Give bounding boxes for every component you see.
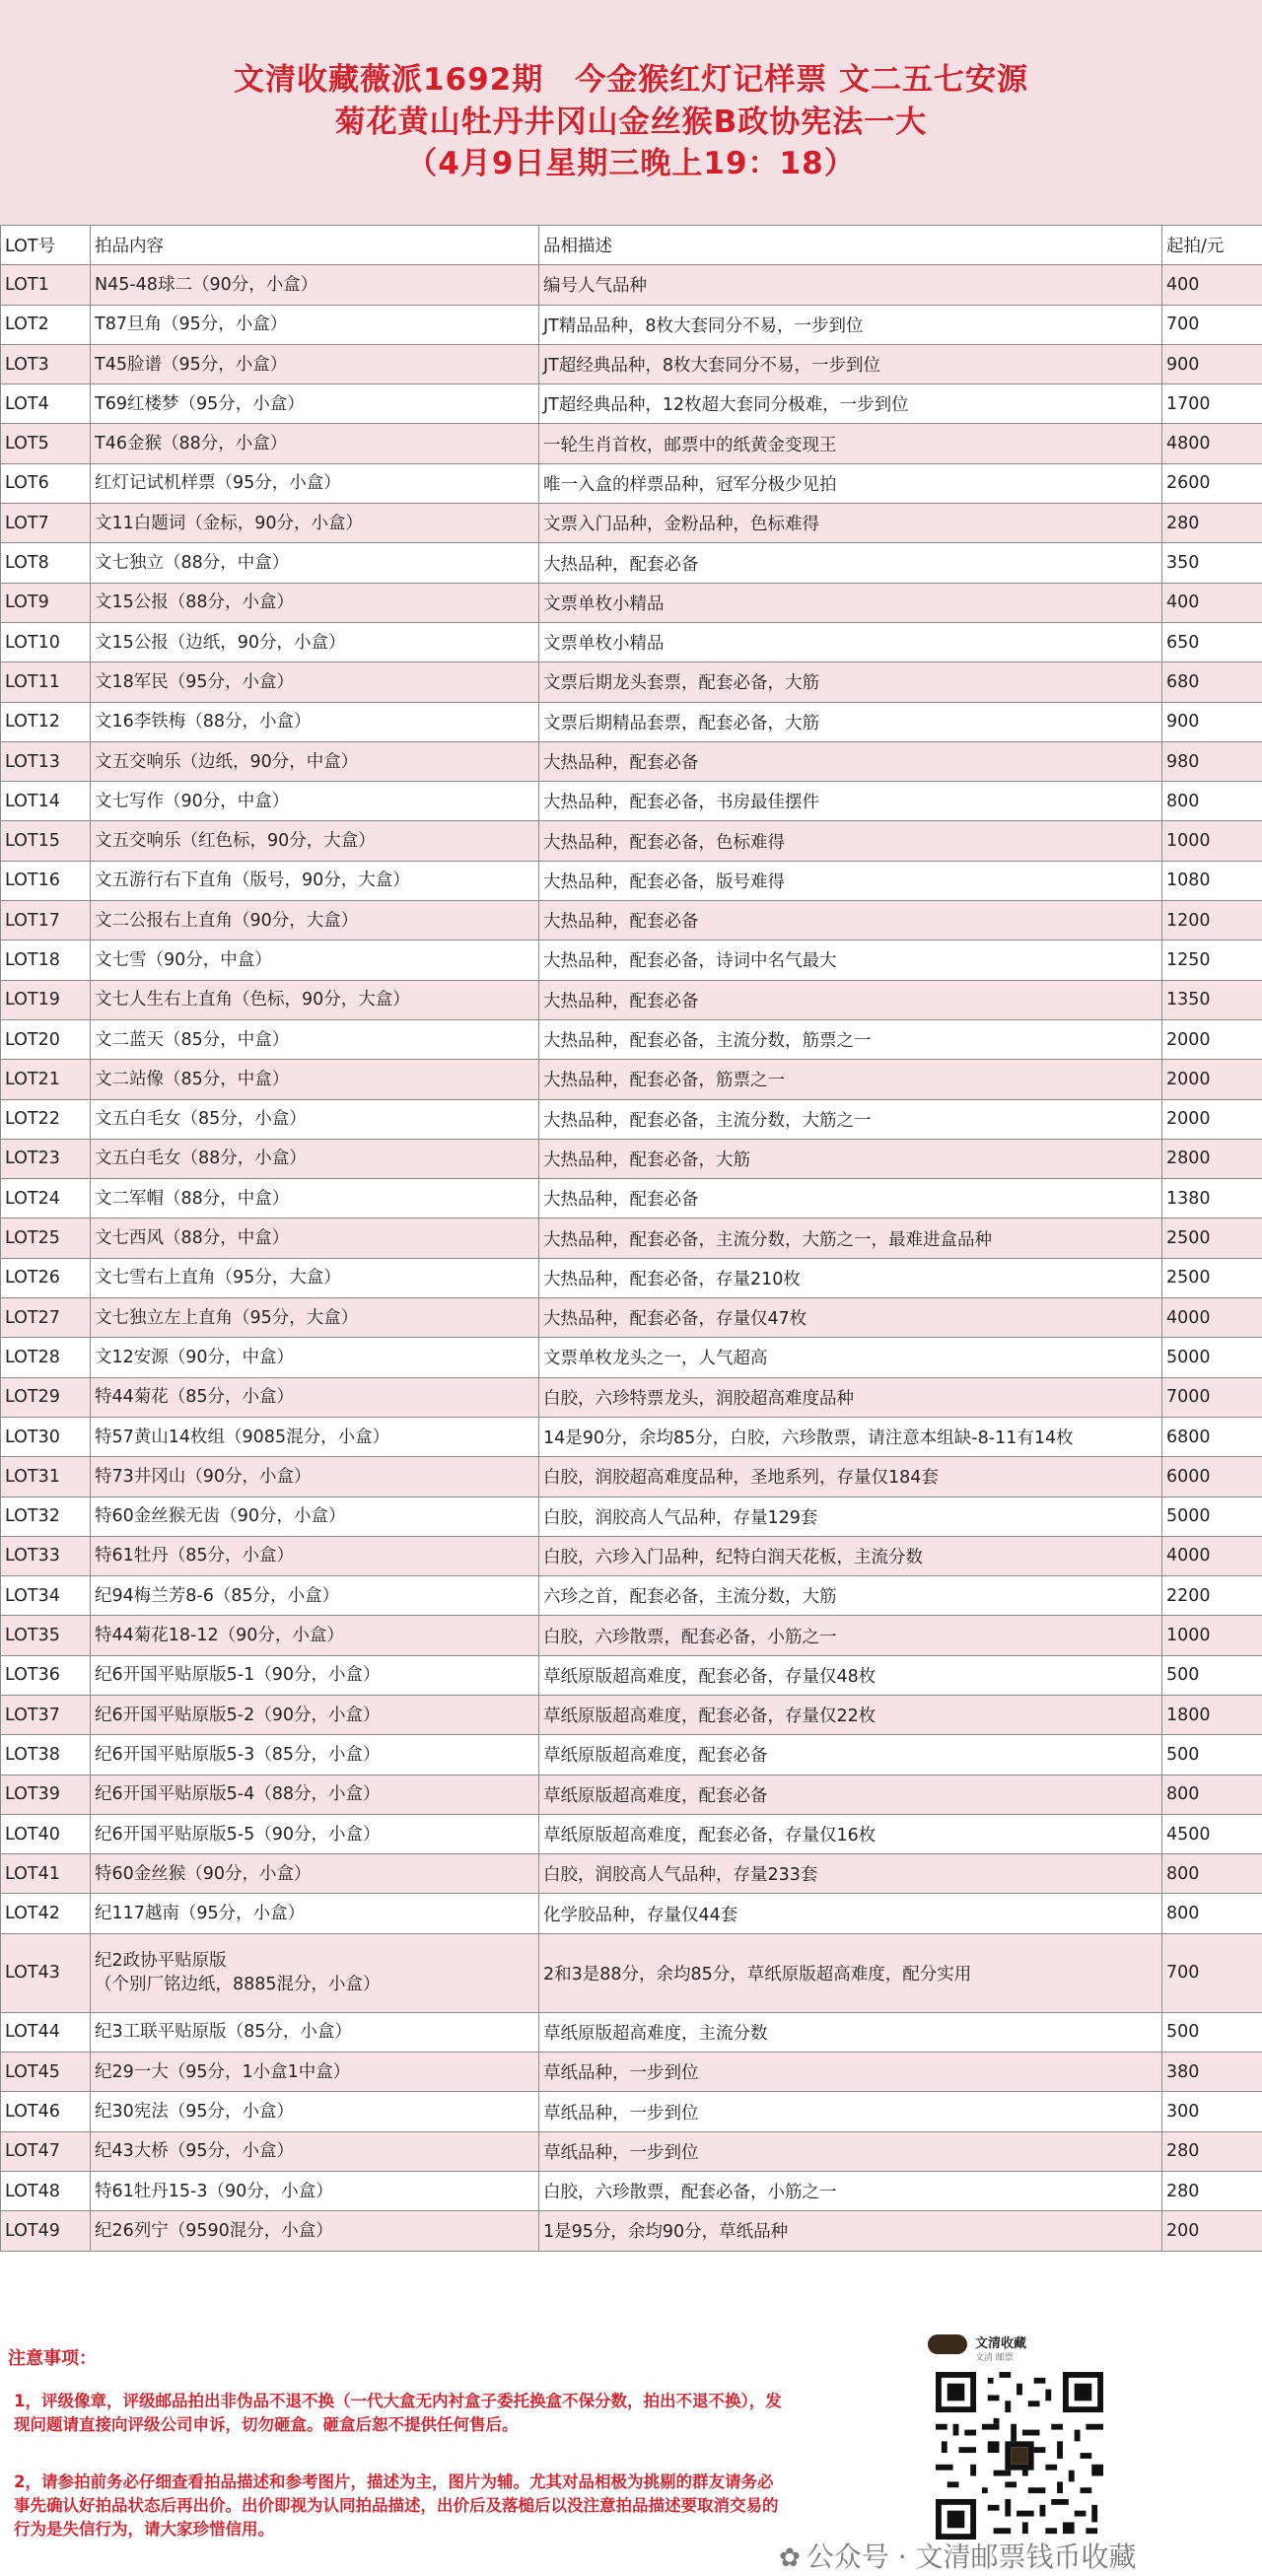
lot-start-price: 500 [1162, 1655, 1262, 1695]
lot-start-price: 1000 [1162, 1616, 1262, 1655]
lot-item: 纪43大桥（95分，小盒） [91, 2131, 539, 2171]
lot-number: LOT18 [1, 940, 91, 980]
lot-number: LOT24 [1, 1179, 91, 1218]
lot-item: T45脸谱（95分，小盒） [91, 344, 539, 383]
lot-condition: 大热品种，配套必备 [539, 980, 1162, 1019]
lot-start-price: 680 [1162, 662, 1262, 702]
table-row [1, 1258, 1262, 1297]
lot-item: 文五白毛女（85分，小盒） [91, 1099, 539, 1139]
lot-start-price: 4500 [1162, 1814, 1262, 1853]
lot-number: LOT30 [1, 1417, 91, 1456]
lot-start-price: 350 [1162, 543, 1262, 583]
lot-start-price: 700 [1162, 305, 1262, 344]
lot-start-price: 900 [1162, 344, 1262, 383]
lot-number: LOT4 [1, 384, 91, 424]
lot-condition: JT超经典品种，12枚超大套同分极难，一步到位 [539, 384, 1162, 424]
lot-start-price: 300 [1162, 2092, 1262, 2131]
lot-item: 纪30宪法（95分，小盒） [91, 2092, 539, 2131]
lot-number: LOT22 [1, 1099, 91, 1139]
lot-condition: 文票后期精品套票，配套必备，大筋 [539, 702, 1162, 741]
lot-item: 特61牡丹（85分，小盒） [91, 1536, 539, 1575]
lot-start-price: 900 [1162, 702, 1262, 741]
table-row [1, 622, 1262, 661]
lot-item: 文15公报（边纸，90分，小盒） [91, 622, 539, 661]
lot-item: 纪6开国平贴原版5-4（88分，小盒） [91, 1775, 539, 1814]
lot-condition: 14是90分，余均85分，白胶，六珍散票，请注意本组缺-8-11有14枚 [539, 1417, 1162, 1456]
lot-item: 纪6开国平贴原版5-1（90分，小盒） [91, 1655, 539, 1695]
lot-start-price: 280 [1162, 2171, 1262, 2210]
lot-condition: 大热品种，配套必备，存量210枚 [539, 1258, 1162, 1297]
lot-condition: 草纸品种，一步到位 [539, 2053, 1162, 2092]
lot-start-price: 4800 [1162, 424, 1262, 463]
lot-number: LOT41 [1, 1854, 91, 1894]
lot-start-price: 6000 [1162, 1457, 1262, 1497]
table-row [1, 2092, 1262, 2131]
table-row [1, 980, 1262, 1019]
lot-start-price: 980 [1162, 741, 1262, 781]
lot-item: 特73井冈山（90分，小盒） [91, 1457, 539, 1497]
table-row [1, 741, 1262, 781]
lot-item: 文二蓝天（85分，中盒） [91, 1019, 539, 1059]
lot-start-price: 1250 [1162, 940, 1262, 980]
lot-start-price: 800 [1162, 1854, 1262, 1894]
lot-number: LOT6 [1, 463, 91, 503]
lot-condition: 大热品种，配套必备 [539, 741, 1162, 781]
header-banner [0, 0, 1262, 226]
table-row [1, 2131, 1262, 2171]
lot-number: LOT28 [1, 1338, 91, 1377]
table-row [1, 463, 1262, 503]
lot-number: LOT39 [1, 1775, 91, 1814]
table-row [1, 1019, 1262, 1059]
lot-start-price: 1080 [1162, 861, 1262, 900]
table-row [1, 1933, 1262, 2012]
column-header-condition: 品相描述 [539, 226, 1162, 265]
lot-item: 特44菊花（85分，小盒） [91, 1377, 539, 1417]
lot-start-price: 2500 [1162, 1218, 1262, 1258]
lot-start-price: 1200 [1162, 901, 1262, 940]
lot-condition: JT精品品种，8枚大套同分不易，一步到位 [539, 305, 1162, 344]
lot-number: LOT29 [1, 1377, 91, 1417]
lot-start-price: 5000 [1162, 1338, 1262, 1377]
lot-item: 特60金丝猴（90分，小盒） [91, 1854, 539, 1894]
table-row [1, 1218, 1262, 1258]
note-paragraph-2: 2，请参拍前务必仔细查看拍品描述和参考图片，描述为主，图片为辅。尤其对品相极为挑剔的群友请务必事先确认好拍品状态后再出价。出价即视为认同拍品描述，出价后及落槌后以没注意拍品描述要取消交易的行为是失信行为，请大家珍惜信用。 [14, 2472, 779, 2539]
lot-condition: 大热品种，配套必备，筋票之一 [539, 1060, 1162, 1099]
table-row [1, 702, 1262, 741]
table-row [1, 1814, 1262, 1853]
table-row [1, 265, 1262, 305]
lot-number: LOT19 [1, 980, 91, 1019]
table-row [1, 583, 1262, 622]
lot-item: 文12安源（90分，中盒） [91, 1338, 539, 1377]
table-row [1, 1695, 1262, 1734]
table-row [1, 305, 1262, 344]
lot-condition: 草纸原版超高难度，配套必备，存量仅16枚 [539, 1814, 1162, 1853]
lot-item: 纪94梅兰芳8-6（85分，小盒） [91, 1576, 539, 1616]
lot-item: 纪3工联平贴原版（85分，小盒） [91, 2012, 539, 2052]
table-row [1, 1497, 1262, 1536]
table-row [1, 1616, 1262, 1655]
lot-condition: 编号人气品种 [539, 265, 1162, 305]
lot-item: 文五白毛女（88分，小盒） [91, 1139, 539, 1178]
lot-start-price: 1380 [1162, 1179, 1262, 1218]
lot-item: 纪29一大（95分，1小盒1中盒） [91, 2053, 539, 2092]
lot-item: 文五交响乐（边纸，90分，中盒） [91, 741, 539, 781]
lot-item: 文七人生右上直角（色标，90分，大盒） [91, 980, 539, 1019]
lot-condition: 大热品种，配套必备，书房最佳摆件 [539, 782, 1162, 821]
table-row [1, 344, 1262, 383]
table-row [1, 543, 1262, 583]
lot-start-price: 1800 [1162, 1695, 1262, 1734]
lot-start-price: 500 [1162, 1735, 1262, 1775]
lot-number: LOT11 [1, 662, 91, 702]
watermark [779, 2536, 1137, 2575]
lot-number: LOT38 [1, 1735, 91, 1775]
lot-start-price: 5000 [1162, 1497, 1262, 1536]
table-row [1, 662, 1262, 702]
lot-condition: 大热品种，配套必备，诗词中名气最大 [539, 940, 1162, 980]
lot-condition: 白胶，润胶超高难度品种，圣地系列，存量仅184套 [539, 1457, 1162, 1497]
lot-item: 纪6开国平贴原版5-3（85分，小盒） [91, 1735, 539, 1775]
lot-condition: 大热品种，配套必备，大筋 [539, 1139, 1162, 1178]
table-row [1, 504, 1262, 543]
lot-number: LOT9 [1, 583, 91, 622]
table-row [1, 1457, 1262, 1497]
notes-title: 注意事项： [8, 2348, 97, 2369]
lot-condition: 白胶，六珍特票龙头，润胶超高难度品种 [539, 1377, 1162, 1417]
note-paragraph-1: 1，评级像章，评级邮品拍出非伪品不退不换（一代大盒无内衬盒子委托换盒不保分数，拍出不退不换），发现问题请直接向评级公司申诉，切勿砸盒。砸盒后恕不提供任何售后。 [14, 2392, 782, 2434]
lot-condition: 1是95分，余均90分，草纸品种 [539, 2211, 1162, 2251]
table-row [1, 1060, 1262, 1099]
lot-item: 文11白题词（金标，90分，小盒） [91, 504, 539, 543]
lot-condition: JT超经典品种，8枚大套同分不易，一步到位 [539, 344, 1162, 383]
lot-condition: 文票后期龙头套票，配套必备，大筋 [539, 662, 1162, 702]
lot-start-price: 380 [1162, 2053, 1262, 2092]
lot-item: T46金猴（88分，小盒） [91, 424, 539, 463]
lot-number: LOT40 [1, 1814, 91, 1853]
table-row [1, 1655, 1262, 1695]
lot-condition: 文票单枚小精品 [539, 583, 1162, 622]
qr-code-icon [936, 2372, 1103, 2540]
lot-item: 特61牡丹15-3（90分，小盒） [91, 2171, 539, 2210]
lot-item: 纪6开国平贴原版5-2（90分，小盒） [91, 1695, 539, 1734]
lot-item: 文七西风（88分，中盒） [91, 1218, 539, 1258]
wechat-icon: ✿ [779, 2543, 801, 2573]
lot-condition: 草纸品种，一步到位 [539, 2131, 1162, 2171]
lot-number: LOT3 [1, 344, 91, 383]
column-header-price: 起拍/元 [1162, 226, 1262, 265]
lot-condition: 白胶，润胶高人气品种，存量129套 [539, 1497, 1162, 1536]
title-line-1: 文清收藏薇派1692期 今金猴红灯记样票 文二五七安源 [233, 62, 1029, 98]
lot-number: LOT7 [1, 504, 91, 543]
lot-number: LOT2 [1, 305, 91, 344]
brand-name: 文清收藏 [975, 2336, 1027, 2351]
table-row [1, 1179, 1262, 1218]
lot-start-price: 4000 [1162, 1536, 1262, 1575]
lot-start-price: 2000 [1162, 1019, 1262, 1059]
lot-number: LOT48 [1, 2171, 91, 2210]
lot-item: 特57黄山14枚组（9085混分，小盒） [91, 1417, 539, 1456]
table-row [1, 1735, 1262, 1775]
lot-number: LOT17 [1, 901, 91, 940]
table-row [1, 1894, 1262, 1933]
lot-item: 文七雪（90分，中盒） [91, 940, 539, 980]
lot-start-price: 2800 [1162, 1139, 1262, 1178]
lot-start-price: 2500 [1162, 1258, 1262, 1297]
lot-condition: 一轮生肖首枚，邮票中的纸黄金变现王 [539, 424, 1162, 463]
lot-number: LOT44 [1, 2012, 91, 2052]
lot-item: 特60金丝猴无齿（90分，小盒） [91, 1497, 539, 1536]
lot-number: LOT31 [1, 1457, 91, 1497]
lot-item: 纪26列宁（9590混分，小盒） [91, 2211, 539, 2251]
lot-number: LOT13 [1, 741, 91, 781]
lot-number: LOT12 [1, 702, 91, 741]
table-row [1, 901, 1262, 940]
lot-condition: 白胶，六珍散票，配套必备，小筋之一 [539, 1616, 1162, 1655]
lot-number: LOT35 [1, 1616, 91, 1655]
lot-start-price: 2000 [1162, 1099, 1262, 1139]
lot-condition: 草纸原版超高难度，配套必备，存量仅22枚 [539, 1695, 1162, 1734]
table-row [1, 940, 1262, 980]
table-row [1, 384, 1262, 424]
notes-section [0, 2293, 1262, 2576]
table-row [1, 2053, 1262, 2092]
lot-number: LOT33 [1, 1536, 91, 1575]
lot-start-price: 2600 [1162, 463, 1262, 503]
lot-start-price: 6800 [1162, 1417, 1262, 1456]
lot-start-price: 800 [1162, 1894, 1262, 1933]
lot-item: 文二公报右上直角（90分，大盒） [91, 901, 539, 940]
table-header-row [1, 226, 1262, 265]
table-row [1, 1775, 1262, 1814]
lot-condition: 大热品种，配套必备，主流分数，大筋之一 [539, 1099, 1162, 1139]
lot-item: 纪6开国平贴原版5-5（90分，小盒） [91, 1814, 539, 1853]
lot-condition: 唯一入盒的样票品种，冠军分极少见拍 [539, 463, 1162, 503]
lot-number: LOT26 [1, 1258, 91, 1297]
lot-number: LOT27 [1, 1298, 91, 1338]
lot-start-price: 800 [1162, 1775, 1262, 1814]
table-row [1, 1099, 1262, 1139]
table-row [1, 2211, 1262, 2251]
lot-number: LOT21 [1, 1060, 91, 1099]
lot-condition: 草纸原版超高难度，配套必备，存量仅48枚 [539, 1655, 1162, 1695]
lot-table [0, 225, 1262, 2252]
lot-item: N45-48球二（90分，小盒） [91, 265, 539, 305]
lot-start-price: 1700 [1162, 384, 1262, 424]
column-header-lot: LOT号 [1, 226, 91, 265]
lot-condition: 文票单枚小精品 [539, 622, 1162, 661]
table-row [1, 2012, 1262, 2052]
lot-condition: 草纸原版超高难度，配套必备 [539, 1735, 1162, 1775]
brand-logo [928, 2334, 967, 2354]
table-row [1, 424, 1262, 463]
lot-condition: 草纸原版超高难度，主流分数 [539, 2012, 1162, 2052]
lot-condition: 草纸品种，一步到位 [539, 2092, 1162, 2131]
lot-condition: 大热品种，配套必备，色标难得 [539, 821, 1162, 861]
lot-start-price: 800 [1162, 782, 1262, 821]
lot-item: 纪117越南（95分，小盒） [91, 1894, 539, 1933]
lot-number: LOT37 [1, 1695, 91, 1734]
lot-condition: 2和3是88分，余均85分，草纸原版超高难度，配分实用 [539, 1933, 1162, 2012]
table-row [1, 1338, 1262, 1377]
table-row [1, 782, 1262, 821]
lot-number: LOT5 [1, 424, 91, 463]
lot-condition: 大热品种，配套必备，主流分数，筋票之一 [539, 1019, 1162, 1059]
lot-start-price: 200 [1162, 2211, 1262, 2251]
table-row [1, 1536, 1262, 1575]
lot-item: 文五交响乐（红色标，90分，大盒） [91, 821, 539, 861]
watermark-text: 公众号 · 文清邮票钱币收藏 [806, 2541, 1137, 2573]
lot-number: LOT32 [1, 1497, 91, 1536]
table-row [1, 861, 1262, 900]
lot-condition: 白胶，六珍散票，配套必备，小筋之一 [539, 2171, 1162, 2210]
lot-number: LOT15 [1, 821, 91, 861]
lot-number: LOT20 [1, 1019, 91, 1059]
lot-condition: 六珍之首，配套必备，主流分数，大筋 [539, 1576, 1162, 1616]
table-row [1, 2171, 1262, 2210]
lot-number: LOT1 [1, 265, 91, 305]
lot-condition: 文票单枚龙头之一，人气超高 [539, 1338, 1162, 1377]
table-row [1, 1576, 1262, 1616]
lot-item: 文15公报（88分，小盒） [91, 583, 539, 622]
lot-item: T87旦角（95分，小盒） [91, 305, 539, 344]
lot-item: T69红楼梦（95分，小盒） [91, 384, 539, 424]
brand-subtitle: 文清 邮票 [975, 2353, 1014, 2363]
lot-item: 红灯记试机样票（95分，小盒） [91, 463, 539, 503]
lot-item: 文五游行右下直角（版号，90分，大盒） [91, 861, 539, 900]
table-row [1, 1377, 1262, 1417]
lot-item: 特44菊花18-12（90分，小盒） [91, 1616, 539, 1655]
lot-number: LOT42 [1, 1894, 91, 1933]
lot-condition: 大热品种，配套必备，主流分数，大筋之一，最难进盒品种 [539, 1218, 1162, 1258]
table-row [1, 1417, 1262, 1456]
lot-number: LOT47 [1, 2131, 91, 2171]
lot-number: LOT34 [1, 1576, 91, 1616]
lot-condition: 草纸原版超高难度，配套必备 [539, 1775, 1162, 1814]
lot-item: 文七雪右上直角（95分，大盒） [91, 1258, 539, 1297]
lot-number: LOT8 [1, 543, 91, 583]
lot-number: LOT49 [1, 2211, 91, 2251]
lot-start-price: 400 [1162, 265, 1262, 305]
lot-number: LOT10 [1, 622, 91, 661]
lot-start-price: 4000 [1162, 1298, 1262, 1338]
title-line-2: 菊花黄山牡丹井冈山金丝猴B政协宪法一大 [334, 104, 928, 140]
qr-code-card [922, 2332, 1119, 2569]
lot-item: 文16李铁梅（88分，小盒） [91, 702, 539, 741]
table-row [1, 1139, 1262, 1178]
lot-condition: 大热品种，配套必备 [539, 543, 1162, 583]
lot-number: LOT23 [1, 1139, 91, 1178]
lot-item: 文七写作（90分，中盒） [91, 782, 539, 821]
lot-item: 文七独立左上直角（95分，大盒） [91, 1298, 539, 1338]
lot-number: LOT43 [1, 1933, 91, 2012]
lot-condition: 大热品种，配套必备 [539, 1179, 1162, 1218]
lot-start-price: 280 [1162, 2131, 1262, 2171]
lot-condition: 化学胶品种，存量仅44套 [539, 1894, 1162, 1933]
lot-number: LOT14 [1, 782, 91, 821]
lot-number: LOT46 [1, 2092, 91, 2131]
lot-condition: 大热品种，配套必备 [539, 901, 1162, 940]
lot-start-price: 1000 [1162, 821, 1262, 861]
lot-item: 文七独立（88分，中盒） [91, 543, 539, 583]
lot-start-price: 650 [1162, 622, 1262, 661]
table-row [1, 1854, 1262, 1894]
lot-start-price: 280 [1162, 504, 1262, 543]
lot-start-price: 700 [1162, 1933, 1262, 2012]
lot-start-price: 400 [1162, 583, 1262, 622]
lot-start-price: 2200 [1162, 1576, 1262, 1616]
lot-item: 文二军帽（88分，中盒） [91, 1179, 539, 1218]
lot-start-price: 2000 [1162, 1060, 1262, 1099]
lot-condition: 白胶，润胶高人气品种，存量233套 [539, 1854, 1162, 1894]
lot-number: LOT25 [1, 1218, 91, 1258]
lot-item: 文18军民（95分，小盒） [91, 662, 539, 702]
lot-condition: 大热品种，配套必备，存量仅47枚 [539, 1298, 1162, 1338]
lot-number: LOT16 [1, 861, 91, 900]
lot-start-price: 1350 [1162, 980, 1262, 1019]
lot-number: LOT36 [1, 1655, 91, 1695]
lot-start-price: 7000 [1162, 1377, 1262, 1417]
table-row [1, 1298, 1262, 1338]
lot-condition: 大热品种，配套必备，版号难得 [539, 861, 1162, 900]
lot-item: 文二站像（85分，中盒） [91, 1060, 539, 1099]
lot-number: LOT45 [1, 2053, 91, 2092]
lot-start-price: 500 [1162, 2012, 1262, 2052]
lot-condition: 文票入门品种，金粉品种，色标难得 [539, 504, 1162, 543]
lot-table-body [1, 265, 1262, 2251]
lot-condition: 白胶，六珍入门品种，纪特白润天花板，主流分数 [539, 1536, 1162, 1575]
title-line-3: （4月9日星期三晚上19：18） [406, 146, 856, 181]
table-row [1, 821, 1262, 861]
column-header-item: 拍品内容 [91, 226, 539, 265]
lot-item: 纪2政协平贴原版 （个别厂铭边纸，8885混分，小盒） [91, 1933, 539, 2012]
